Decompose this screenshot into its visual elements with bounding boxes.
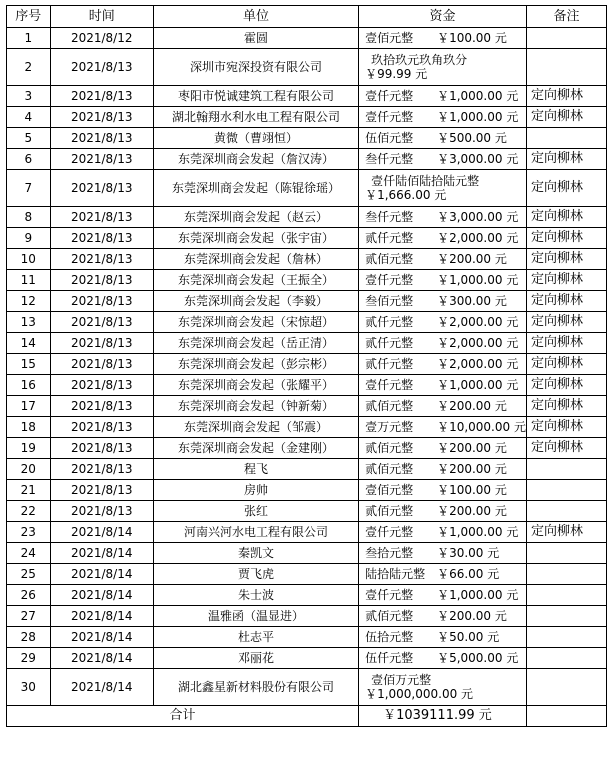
amount-words: 壹佰元整: [365, 31, 414, 45]
row-seq: 1: [7, 28, 51, 49]
row-note: 定向柳林: [526, 312, 606, 333]
row-amount: [359, 375, 527, 396]
row-date: 2021/8/13: [50, 480, 153, 501]
amount-words: 贰佰元整: [365, 462, 414, 476]
row-amount: [359, 333, 527, 354]
amount-value: ￥1,000,000.00 元: [365, 687, 474, 701]
amount-value: ￥2,000.00 元: [437, 315, 519, 329]
row-unit: 东莞深圳商会发起（宋惊超）: [153, 312, 358, 333]
row-date: 2021/8/14: [50, 522, 153, 543]
amount-value: ￥1,000.00 元: [437, 273, 519, 287]
row-seq: 19: [7, 438, 51, 459]
amount-value: ￥200.00 元: [437, 441, 507, 455]
table-row: [7, 354, 607, 375]
amount-value: ￥2,000.00 元: [437, 231, 519, 245]
row-date: 2021/8/13: [50, 417, 153, 438]
table-row: [7, 501, 607, 522]
row-date: 2021/8/14: [50, 648, 153, 669]
row-note: 定向柳林: [526, 438, 606, 459]
row-date: 2021/8/13: [50, 170, 153, 207]
row-unit: 贾飞虎: [153, 564, 358, 585]
row-note: 定向柳林: [526, 207, 606, 228]
row-amount: [359, 648, 527, 669]
amount-value: ￥30.00 元: [437, 546, 500, 560]
amount-words: 玖拾玖元玖角玖分: [371, 53, 468, 67]
amount-value: ￥3,000.00 元: [437, 210, 519, 224]
amount-words: 壹佰万元整: [371, 673, 432, 687]
row-seq: 2: [7, 49, 51, 86]
amount-value: ￥1,000.00 元: [437, 110, 519, 124]
row-seq: 10: [7, 249, 51, 270]
table-header-row: [7, 6, 607, 28]
amount-words: 贰仟元整: [365, 231, 414, 245]
row-unit: 东莞深圳商会发起（张宇宙）: [153, 228, 358, 249]
row-unit: 东莞深圳商会发起（王振全）: [153, 270, 358, 291]
table-row: [7, 270, 607, 291]
row-note: [526, 669, 606, 706]
row-amount: [359, 564, 527, 585]
row-seq: 4: [7, 107, 51, 128]
amount-value: ￥1,000.00 元: [437, 525, 519, 539]
row-amount: [359, 585, 527, 606]
row-note: [526, 49, 606, 86]
row-date: 2021/8/13: [50, 501, 153, 522]
row-note: 定向柳林: [526, 417, 606, 438]
row-date: 2021/8/13: [50, 354, 153, 375]
amount-words: 伍佰元整: [365, 131, 414, 145]
table-row: [7, 543, 607, 564]
row-amount: [359, 291, 527, 312]
total-row: [7, 706, 607, 727]
table-row: [7, 627, 607, 648]
amount-words: 贰佰元整: [365, 609, 414, 623]
amount-value: ￥1,666.00 元: [365, 188, 447, 202]
row-seq: 23: [7, 522, 51, 543]
row-note: [526, 648, 606, 669]
table-row: [7, 107, 607, 128]
row-date: 2021/8/12: [50, 28, 153, 49]
row-seq: 24: [7, 543, 51, 564]
row-date: 2021/8/14: [50, 543, 153, 564]
row-amount: [359, 28, 527, 49]
row-date: 2021/8/13: [50, 249, 153, 270]
amount-words: 叁佰元整: [365, 294, 414, 308]
row-amount: [359, 480, 527, 501]
row-unit: 东莞深圳商会发起（詹林）: [153, 249, 358, 270]
amount-words: 贰佰元整: [365, 252, 414, 266]
amount-words: 壹仟元整: [365, 378, 414, 392]
row-unit: 深圳市宛深投资有限公司: [153, 49, 358, 86]
donation-table: [6, 5, 607, 727]
row-note: 定向柳林: [526, 291, 606, 312]
row-seq: 18: [7, 417, 51, 438]
row-note: [526, 501, 606, 522]
row-date: 2021/8/13: [50, 333, 153, 354]
row-date: 2021/8/13: [50, 312, 153, 333]
table-body: [7, 28, 607, 706]
row-amount: [359, 107, 527, 128]
row-date: 2021/8/14: [50, 585, 153, 606]
row-seq: 9: [7, 228, 51, 249]
row-unit: 温雅函（温显进）: [153, 606, 358, 627]
row-amount: [359, 606, 527, 627]
row-note: 定向柳林: [526, 170, 606, 207]
table-row: [7, 648, 607, 669]
row-note: [526, 480, 606, 501]
row-seq: 13: [7, 312, 51, 333]
amount-words: 叁仟元整: [365, 210, 414, 224]
row-unit: 东莞深圳商会发起（李毅）: [153, 291, 358, 312]
row-unit: 秦凯文: [153, 543, 358, 564]
amount-words: 叁仟元整: [365, 152, 414, 166]
row-note: 定向柳林: [526, 354, 606, 375]
row-seq: 27: [7, 606, 51, 627]
row-amount: [359, 228, 527, 249]
row-note: 定向柳林: [526, 522, 606, 543]
row-unit: 房帅: [153, 480, 358, 501]
amount-words: 伍仟元整: [365, 651, 414, 665]
amount-value: ￥500.00 元: [437, 131, 507, 145]
amount-value: ￥200.00 元: [437, 252, 507, 266]
row-seq: 5: [7, 128, 51, 149]
total-label: 合计: [7, 706, 359, 727]
row-amount: [359, 501, 527, 522]
amount-words: 叁拾元整: [365, 546, 414, 560]
total-value: ￥1039111.99 元: [359, 706, 527, 727]
row-amount: [359, 170, 527, 207]
row-seq: 14: [7, 333, 51, 354]
row-seq: 12: [7, 291, 51, 312]
row-seq: 22: [7, 501, 51, 522]
table-row: [7, 149, 607, 170]
row-date: 2021/8/14: [50, 606, 153, 627]
row-unit: 河南兴河水电工程有限公司: [153, 522, 358, 543]
row-note: [526, 564, 606, 585]
row-unit: 东莞深圳商会发起（彭宗彬）: [153, 354, 358, 375]
amount-value: ￥50.00 元: [437, 630, 500, 644]
amount-words: 壹仟元整: [365, 110, 414, 124]
amount-words: 壹仟元整: [365, 588, 414, 602]
row-note: 定向柳林: [526, 107, 606, 128]
amount-value: ￥300.00 元: [437, 294, 507, 308]
amount-value: ￥100.00 元: [437, 483, 507, 497]
row-seq: 17: [7, 396, 51, 417]
row-note: [526, 28, 606, 49]
row-note: [526, 585, 606, 606]
amount-value: ￥2,000.00 元: [437, 336, 519, 350]
row-note: 定向柳林: [526, 249, 606, 270]
row-unit: 东莞深圳商会发起（邹震）: [153, 417, 358, 438]
amount-words: 壹仟元整: [365, 273, 414, 287]
amount-words: 伍拾元整: [365, 630, 414, 644]
row-note: 定向柳林: [526, 396, 606, 417]
row-date: 2021/8/13: [50, 128, 153, 149]
row-unit: 湖北鑫星新材料股份有限公司: [153, 669, 358, 706]
row-seq: 8: [7, 207, 51, 228]
amount-words: 壹仟陆佰陆拾陆元整: [371, 174, 480, 188]
table-row: [7, 312, 607, 333]
amount-value: ￥66.00 元: [437, 567, 500, 581]
row-note: 定向柳林: [526, 149, 606, 170]
amount-words: 陆拾陆元整: [365, 567, 426, 581]
total-note-cell: [526, 706, 606, 727]
row-amount: [359, 249, 527, 270]
row-unit: 东莞深圳商会发起（陈锟徐瑶）: [153, 170, 358, 207]
row-unit: 东莞深圳商会发起（岳正清）: [153, 333, 358, 354]
table-row: [7, 396, 607, 417]
row-date: 2021/8/13: [50, 291, 153, 312]
row-unit: 程飞: [153, 459, 358, 480]
amount-value: ￥200.00 元: [437, 609, 507, 623]
row-seq: 28: [7, 627, 51, 648]
row-unit: 杜志平: [153, 627, 358, 648]
table-row: [7, 333, 607, 354]
row-unit: 东莞深圳商会发起（詹汉涛）: [153, 149, 358, 170]
row-seq: 25: [7, 564, 51, 585]
table-row: [7, 207, 607, 228]
table-row: [7, 669, 607, 706]
row-date: 2021/8/13: [50, 149, 153, 170]
row-date: 2021/8/13: [50, 396, 153, 417]
row-date: 2021/8/13: [50, 375, 153, 396]
row-date: 2021/8/13: [50, 86, 153, 107]
table-row: [7, 249, 607, 270]
row-unit: 东莞深圳商会发起（钟新菊）: [153, 396, 358, 417]
row-seq: 26: [7, 585, 51, 606]
amount-words: 壹佰元整: [365, 483, 414, 497]
row-date: 2021/8/14: [50, 564, 153, 585]
amount-words: 贰仟元整: [365, 357, 414, 371]
amount-value: ￥3,000.00 元: [437, 152, 519, 166]
row-seq: 11: [7, 270, 51, 291]
table-row: [7, 585, 607, 606]
row-unit: 东莞深圳商会发起（赵云）: [153, 207, 358, 228]
amount-value: ￥99.99 元: [365, 67, 428, 81]
amount-value: ￥1,000.00 元: [437, 588, 519, 602]
row-note: [526, 606, 606, 627]
row-amount: [359, 396, 527, 417]
table-row: [7, 170, 607, 207]
table-row: [7, 291, 607, 312]
row-note: [526, 543, 606, 564]
row-seq: 29: [7, 648, 51, 669]
row-date: 2021/8/13: [50, 49, 153, 86]
row-note: [526, 459, 606, 480]
row-seq: 20: [7, 459, 51, 480]
row-amount: [359, 86, 527, 107]
row-date: 2021/8/13: [50, 438, 153, 459]
row-unit: 黄微（曹翊恒）: [153, 128, 358, 149]
row-date: 2021/8/13: [50, 459, 153, 480]
row-unit: 东莞深圳商会发起（张耀平）: [153, 375, 358, 396]
amount-words: 贰佰元整: [365, 441, 414, 455]
row-unit: 东莞深圳商会发起（金建刚）: [153, 438, 358, 459]
amount-value: ￥2,000.00 元: [437, 357, 519, 371]
row-amount: [359, 669, 527, 706]
amount-value: ￥1,000.00 元: [437, 89, 519, 103]
row-unit: 邓丽花: [153, 648, 358, 669]
amount-value: ￥5,000.00 元: [437, 651, 519, 665]
row-unit: 枣阳市悦诚建筑工程有限公司: [153, 86, 358, 107]
table-row: [7, 522, 607, 543]
row-date: 2021/8/13: [50, 107, 153, 128]
header-seq: 序号: [7, 6, 51, 28]
table-row: [7, 459, 607, 480]
amount-words: 壹万元整: [365, 420, 414, 434]
header-amount: 资金: [359, 6, 527, 28]
row-seq: 6: [7, 149, 51, 170]
table-row: [7, 86, 607, 107]
amount-words: 贰仟元整: [365, 315, 414, 329]
row-note: 定向柳林: [526, 86, 606, 107]
row-amount: [359, 354, 527, 375]
table-row: [7, 228, 607, 249]
row-note: 定向柳林: [526, 333, 606, 354]
row-note: 定向柳林: [526, 270, 606, 291]
header-unit: 单位: [153, 6, 358, 28]
row-amount: [359, 438, 527, 459]
row-note: 定向柳林: [526, 228, 606, 249]
row-amount: [359, 543, 527, 564]
row-note: [526, 627, 606, 648]
row-amount: [359, 149, 527, 170]
row-unit: 湖北翰翔水利水电工程有限公司: [153, 107, 358, 128]
row-seq: 15: [7, 354, 51, 375]
row-amount: [359, 207, 527, 228]
row-seq: 30: [7, 669, 51, 706]
row-date: 2021/8/14: [50, 669, 153, 706]
row-unit: 张红: [153, 501, 358, 522]
row-seq: 21: [7, 480, 51, 501]
amount-words: 贰佰元整: [365, 504, 414, 518]
row-seq: 3: [7, 86, 51, 107]
row-amount: [359, 128, 527, 149]
row-amount: [359, 627, 527, 648]
amount-words: 贰佰元整: [365, 399, 414, 413]
row-unit: 霍圆: [153, 28, 358, 49]
row-date: 2021/8/13: [50, 207, 153, 228]
header-note: 备注: [526, 6, 606, 28]
amount-words: 壹仟元整: [365, 89, 414, 103]
row-note: 定向柳林: [526, 375, 606, 396]
row-date: 2021/8/13: [50, 270, 153, 291]
amount-words: 壹仟元整: [365, 525, 414, 539]
amount-value: ￥10,000.00 元: [437, 420, 526, 434]
amount-value: ￥1,000.00 元: [437, 378, 519, 392]
table-row: [7, 606, 607, 627]
header-time: 时间: [50, 6, 153, 28]
row-amount: [359, 270, 527, 291]
row-seq: 16: [7, 375, 51, 396]
table-row: [7, 49, 607, 86]
table-row: [7, 564, 607, 585]
row-amount: [359, 312, 527, 333]
row-date: 2021/8/14: [50, 627, 153, 648]
amount-value: ￥200.00 元: [437, 399, 507, 413]
amount-words: 贰仟元整: [365, 336, 414, 350]
row-date: 2021/8/13: [50, 228, 153, 249]
amount-value: ￥200.00 元: [437, 504, 507, 518]
row-amount: [359, 522, 527, 543]
row-amount: [359, 49, 527, 86]
table-row: [7, 438, 607, 459]
row-note: [526, 128, 606, 149]
row-amount: [359, 459, 527, 480]
table-row: [7, 375, 607, 396]
row-amount: [359, 417, 527, 438]
table-row: [7, 480, 607, 501]
table-row: [7, 28, 607, 49]
table-row: [7, 417, 607, 438]
table-row: [7, 128, 607, 149]
amount-value: ￥100.00 元: [437, 31, 507, 45]
row-unit: 朱士波: [153, 585, 358, 606]
row-seq: 7: [7, 170, 51, 207]
amount-value: ￥200.00 元: [437, 462, 507, 476]
